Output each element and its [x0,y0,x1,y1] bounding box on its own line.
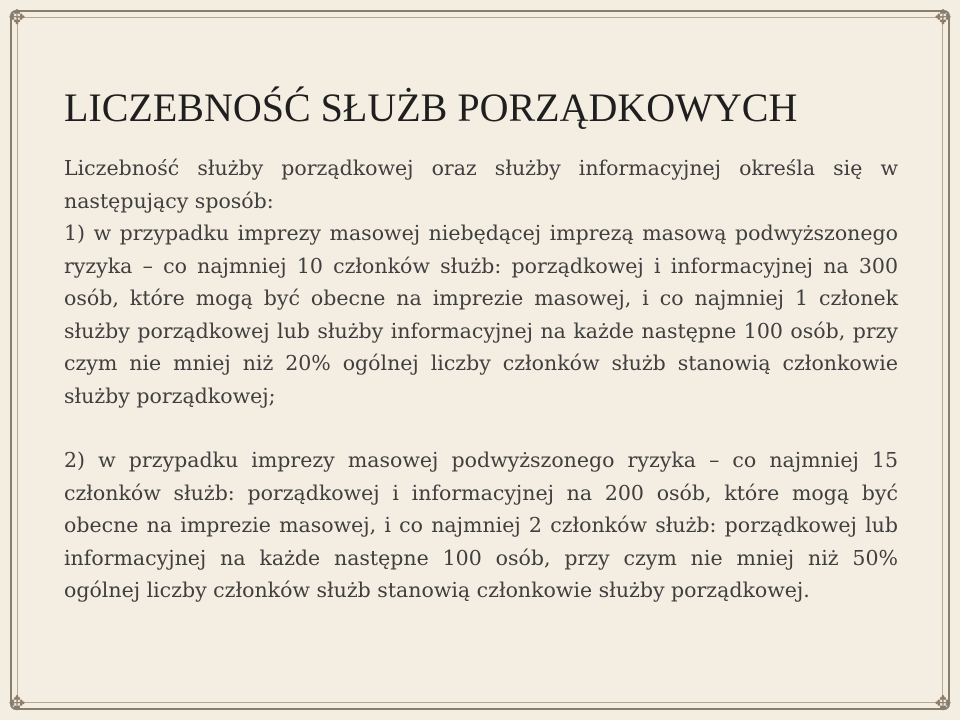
rule-paragraph-2: 2) w przypadku imprezy masowej podwyższonego ryzyka – co najmniej 15 członków służb: porządkowej i informacyjnej na 200 osób, które mogą być obecne na imprezie masowej, i co najmniej 2 członków służb: porządkowej lub informacyjnej na każde następne 100 osób, przy czym nie mniej niż 50% ogólnej liczby członków służb stanowią członkowie służby porządkowej. [64,448,898,602]
rule-paragraph-1: 1) w przypadku imprezy masowej niebędącej imprezą masową podwyższonego ryzyka – co najmniej 10 członków służb: porządkowej i informacyjnej na 300 osób, które mogą być obecne na imprezie masowej, i co najmniej 1 członek służby porządkowej lub służby informacyjnej na każde następne 100 osób, przy czym nie mniej niż 20% ogólnej liczby członków służb stanowią członkowie służby porządkowej; [64,221,898,408]
slide-content [64,152,898,607]
slide-title: LICZEBNOŚĆ SŁUŻB PORZĄDKOWYCH [64,85,798,130]
corner-ornament-icon: ✥ [8,691,26,715]
intro-paragraph: Liczebność służby porządkowej oraz służby informacyjnej określa się w następujący sposób: [64,156,898,213]
corner-ornament-icon: ✥ [934,691,952,715]
corner-ornament-icon: ✥ [934,5,952,29]
corner-ornament-icon: ✥ [8,5,26,29]
